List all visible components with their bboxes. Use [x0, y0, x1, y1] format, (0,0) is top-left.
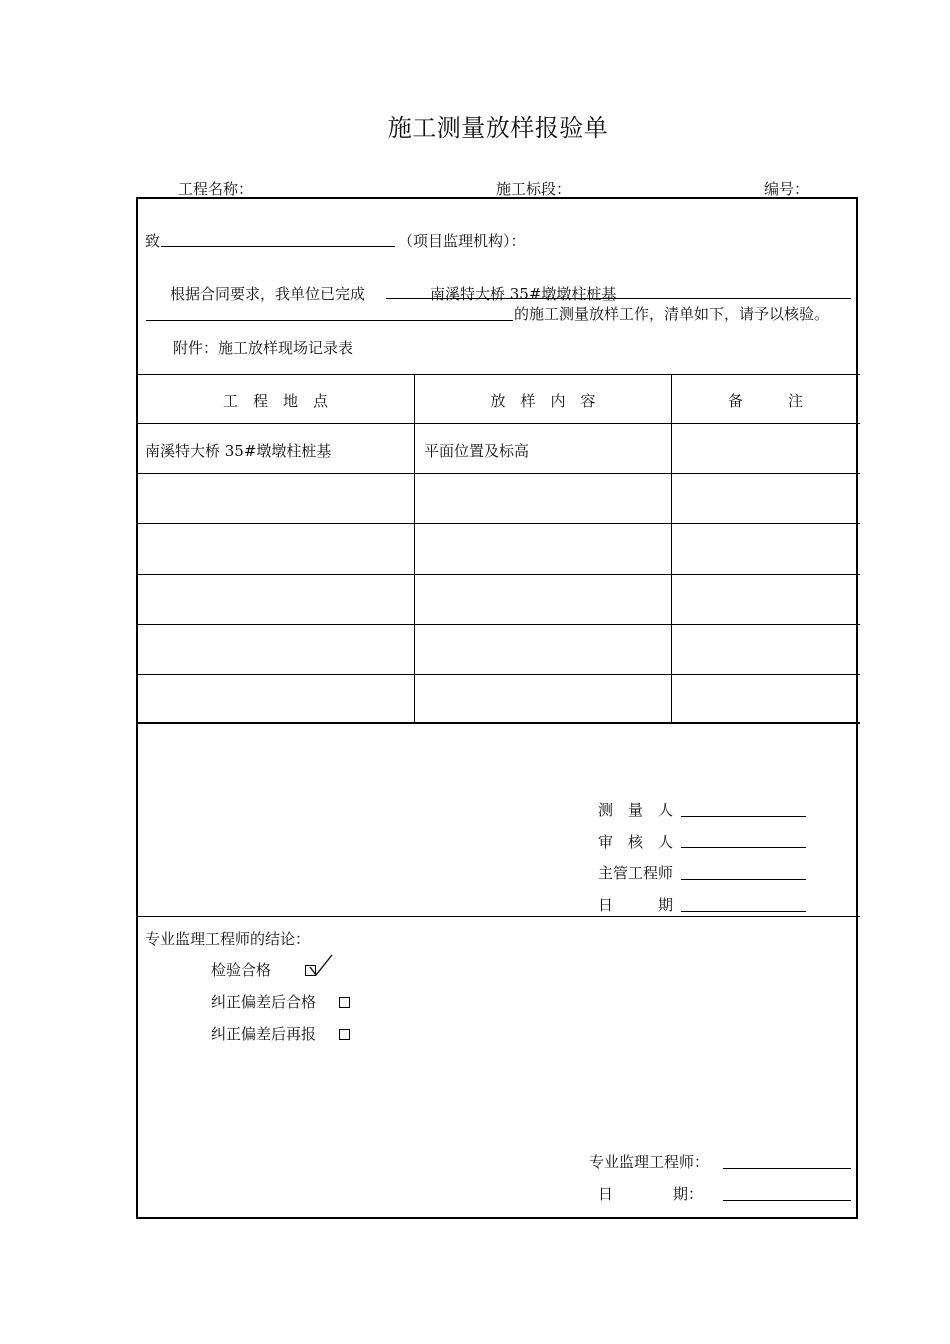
addressee-suffix: （项目监理机构）： — [398, 232, 526, 250]
supervisor-signature-line[interactable] — [723, 1168, 851, 1169]
chief-engineer-label: 主管工程师 — [598, 864, 674, 882]
surveyor-label: 测 量 人 — [598, 801, 674, 819]
table-cell-content[interactable]: 平面位置及标高 — [424, 442, 530, 460]
conclusion-label: 专业监理工程师的结论： — [145, 930, 311, 948]
checkmark-icon — [307, 953, 335, 981]
work-item-underline-2[interactable] — [146, 320, 513, 321]
col-header-location: 工 程 地 点 — [222, 392, 328, 410]
reviewer-signature-line[interactable] — [681, 847, 806, 848]
option-corrected-pass-label: 纠正偏差后合格 — [211, 993, 317, 1011]
statement-prefix: 根据合同要求，我单位已完成 — [170, 285, 366, 303]
addressee-prefix: 致 — [145, 232, 161, 250]
table-bottom-line — [136, 722, 860, 724]
project-name-label: 工程名称： — [178, 180, 254, 198]
option-corrected-pass-checkbox[interactable] — [339, 993, 350, 1011]
table-row-line — [136, 624, 860, 625]
table-row-line — [136, 674, 860, 675]
reviewer-label: 审 核 人 — [598, 833, 674, 851]
supervisor-label: 专业监理工程师： — [589, 1153, 710, 1171]
supervisor-date-label: 日 期： — [598, 1185, 704, 1203]
statement-work-item: 南溪特大桥 35#墩墩柱桩基 — [430, 285, 617, 303]
attachment-note: 附件：施工放样现场记录表 — [173, 339, 354, 357]
table-row-line — [136, 523, 860, 524]
section-label: 施工标段： — [496, 180, 572, 198]
chief-engineer-signature-line[interactable] — [681, 879, 806, 880]
statement-suffix: 的施工测量放样工作，清单如下，请予以核验。 — [514, 305, 830, 323]
table-col-divider — [414, 374, 415, 723]
addressee-underline[interactable] — [161, 246, 395, 247]
table-header-line — [136, 423, 860, 424]
date-signature-line[interactable] — [681, 911, 806, 912]
option-pass-checkbox[interactable] — [305, 961, 316, 979]
table-cell-location[interactable]: 南溪特大桥 35#墩墩柱桩基 — [145, 442, 332, 460]
table-row-line — [136, 473, 860, 474]
option-resubmit-label: 纠正偏差后再报 — [211, 1025, 317, 1043]
col-header-remarks: 备 注 — [727, 392, 803, 410]
table-col-divider — [671, 374, 672, 723]
date-label: 日 期 — [598, 896, 674, 914]
section-divider — [136, 916, 860, 917]
supervisor-date-line[interactable] — [723, 1200, 851, 1201]
table-row-line — [136, 574, 860, 575]
col-header-content: 放 样 内 容 — [490, 392, 596, 410]
page-title: 施工测量放样报验单 — [387, 114, 609, 142]
work-item-underline[interactable] — [386, 298, 851, 299]
number-label: 编号： — [764, 180, 810, 198]
surveyor-signature-line[interactable] — [681, 816, 806, 817]
option-resubmit-checkbox[interactable] — [339, 1025, 350, 1043]
option-pass-label: 检验合格 — [211, 961, 272, 979]
table-top-line — [136, 374, 860, 375]
